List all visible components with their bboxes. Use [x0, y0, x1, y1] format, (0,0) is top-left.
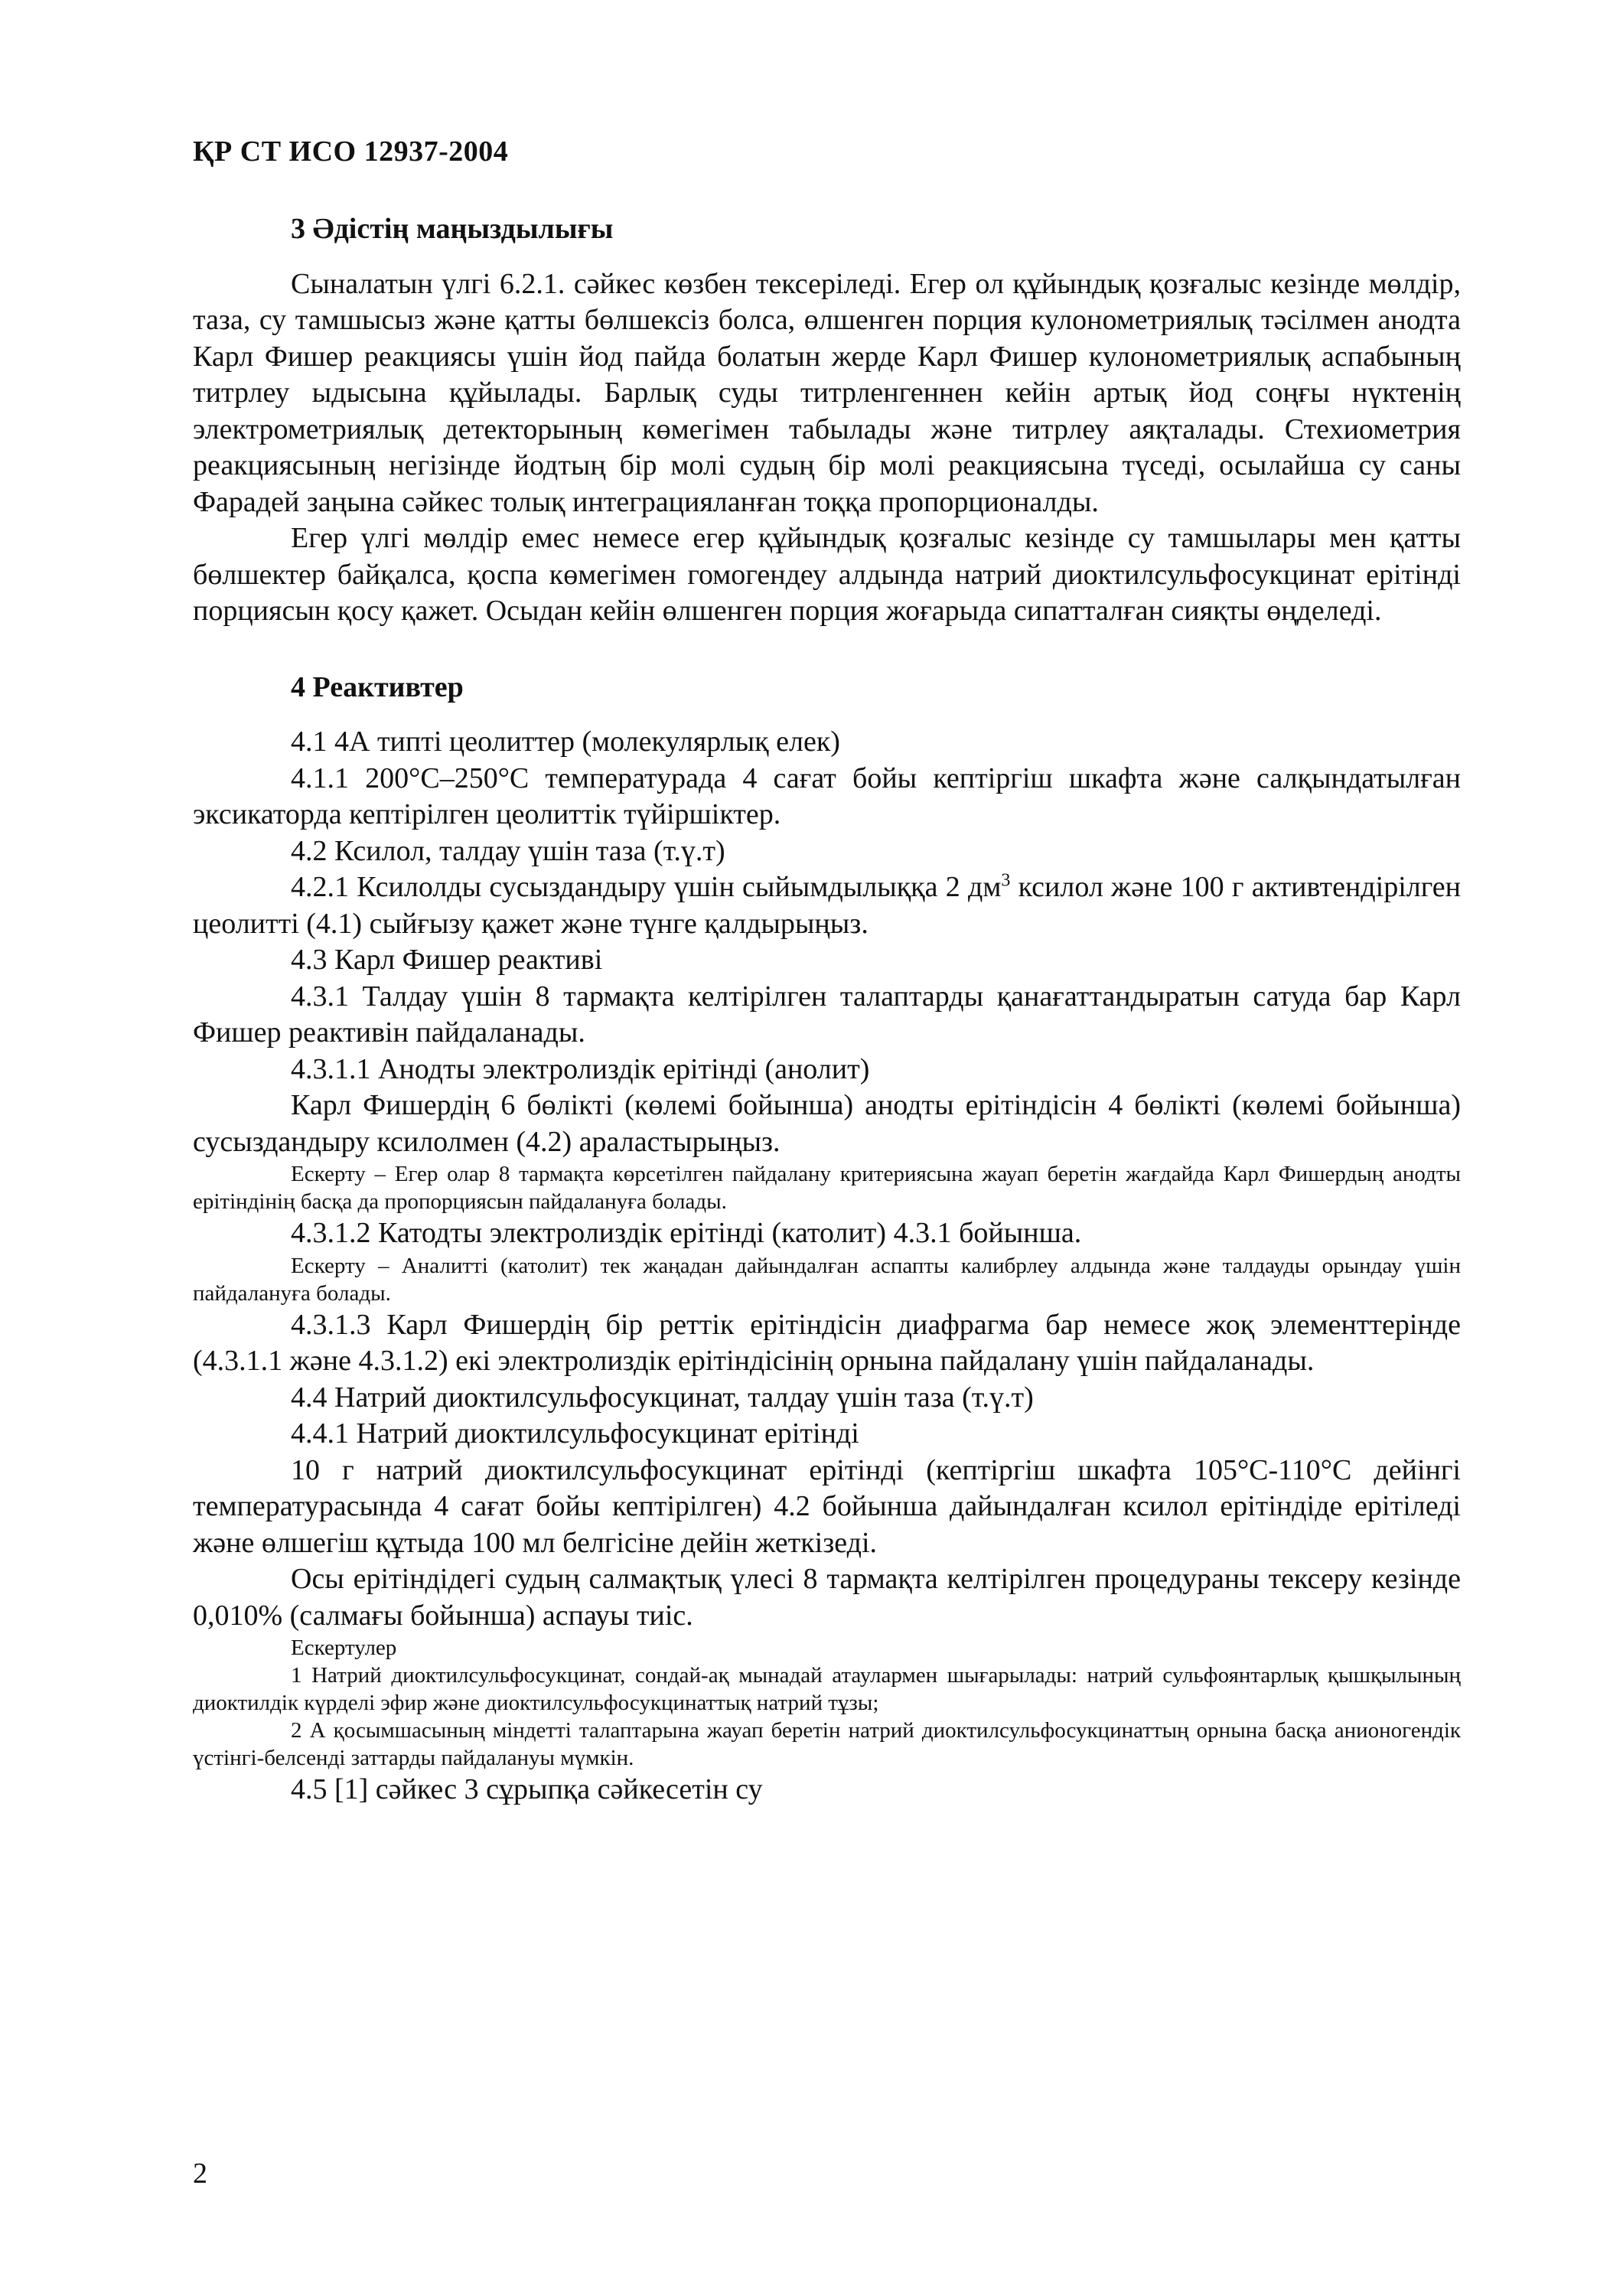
item-4-2-1 [193, 869, 1461, 942]
item-4-3-1-1-text: Карл Фишердің 6 бөлікті (көлемі бойынша) анодты ерітіндісін 4 бөлікті (көлемі бойынша) сусыздандыру ксилолмен (4.2) араластырыңыз. [193, 1089, 1461, 1158]
section-3-paragraph-2: Егер үлгі мөлдір емес немесе егер құйындық қозғалыс кезінде су тамшылары мен қатты бөлшектер байқалса, қоспа көмегімен гомогендеу алдында натрий диоктилсульфосукцинат ерітінді порциясын қосу қажет. Осыдан кейін өлшенген порция жоғарыда сипатталған сияқты өңделеді. [193, 522, 1461, 627]
item-4-3: 4.3 Карл Фишер реактиві [291, 944, 603, 976]
item-4-4-1: 4.4.1 Натрий диоктилсульфосукцинат ерітінді [291, 1417, 859, 1450]
item-4-3-1: 4.3.1 Талдау үшін 8 тармақта келтірілген талаптарды қанағаттандыратын сатуда бар Карл Фишер реактивін пайдаланады. [193, 980, 1461, 1049]
item-4-2-1-text-b: ксилол және 100 г активтендірілген цеолитті (4.1) сыйғызу қажет және түнге қалдырыңыз. [193, 871, 1462, 940]
note-item-2: 2 А қосымшасының міндетті талаптарына жауап беретін натрий диоктилсульфосукцинаттың орнына басқа анионогендік үстінгі-белсенді заттарды пайдалануы мүмкін. [193, 1718, 1461, 1770]
page-number: 2 [193, 2157, 207, 2190]
item-4-1-1: 4.1.1 200°С–250°С температурада 4 сағат бойы кептіргіш шкафта және салқындатылған эксикаторда кептірілген цеолиттік түйіршіктер. [193, 762, 1461, 830]
section-3-title: 3 Әдістің маңыздылығы [291, 213, 614, 245]
item-4-2-1-text-a: 4.2.1 Ксилолды сусыздандыру үшін сыйымдылыққа 2 дм [291, 871, 1002, 903]
superscript-3: 3 [1001, 870, 1011, 891]
section-3-paragraph-1: Сыналатын үлгі 6.2.1. сәйкес көзбен тексеріледі. Егер ол құйындық қозғалыс кезінде мөлдір, таза, су тамшысыз және қатты бөлшексіз болса, өлшенген порция кулонометриялық тәсілмен анодта Карл Фишер реакциясы үшін йод пайда болатын жерде Карл Фишер кулонометриялық аспабының титрлеу ыдысына құйылады. Барлық суды титрленгеннен кейін артық йод соңғы нүктенің электрометриялық детекторының көмегімен табылады және титрлеу аяқталады. Стехиометрия реакциясының негізінде йодтың бір молі судың бір молі реакциясына түседі, осылайша су саны Фарадей заңына сәйкес толық интеграцияланған тоққа пропорционалды. [193, 267, 1461, 518]
item-4-3-1-2: 4.3.1.2 Катодты электролиздік ерітінді (католит) 4.3.1 бойынша. [291, 1217, 1082, 1249]
notes-title: Ескертулер [291, 1636, 397, 1660]
item-4-5: 4.5 [1] сәйкес 3 сұрыпқа сәйкесетін су [291, 1773, 763, 1805]
item-4-3-1-3: 4.3.1.3 Карл Фишердің бір реттік ерітіндісін диафрагма бар немесе жоқ элементтерінде (4.3.1.1 және 4.3.1.2) екі электролиздік ерітіндісінің орнына пайдалану үшін пайдаланады. [193, 1308, 1461, 1377]
section-4-title: 4 Реактивтер [291, 670, 464, 703]
item-4-1: 4.1 4А типті цеолиттер (молекулярлық елек) [291, 726, 840, 758]
note-2: Ескерту – Аналитті (католит) тек жаңадан дайындалған аспапты калибрлеу алдында және талдауды орындау үшін пайдалануға болады. [193, 1253, 1461, 1306]
standard-header: ҚР СТ ИСО 12937-2004 [193, 135, 509, 168]
note-item-1: 1 Натрий диоктилсульфосукцинат, сондай-ақ мынадай атаулармен шығарылады: натрий сульфоянтарлық қышқылының диоктилдік күрделі эфир және диоктилсульфосукцинаттық натрий тұзы; [193, 1663, 1461, 1715]
page-content [193, 211, 1461, 1808]
item-4-3-1-1: 4.3.1.1 Анодты электролиздік ерітінді (анолит) [291, 1052, 870, 1085]
item-4-2: 4.2 Ксилол, талдау үшін таза (т.ү.т) [291, 834, 725, 867]
item-4-4-1-text: 10 г натрий диоктилсульфосукцинат ерітінді (кептіргіш шкафта 105°С-110°С дейінгі температурасында 4 сағат бойы кептірілген) 4.2 бойынша дайындалған ксилол ерітіндіде ерітіледі және өлшегіш құтыда 100 мл белгісіне дейін жеткізеді. [193, 1453, 1461, 1559]
item-4-4: 4.4 Натрий диоктилсульфосукцинат, талдау үшін таза (т.ү.т) [291, 1381, 1034, 1414]
item-4-4-1-text-2: Осы ерітіндідегі судың салмақтық үлесі 8 тармақта келтірілген процедураны тексеру кезінде 0,010% (салмағы бойынша) аспауы тиіс. [193, 1563, 1461, 1632]
note-1: Ескерту – Егер олар 8 тармақта көрсетілген пайдалану критериясына жауап беретін жағдайда Карл Фишердың анодты ерітіндінің басқа да пропорциясын пайдалануға болады. [193, 1162, 1461, 1214]
